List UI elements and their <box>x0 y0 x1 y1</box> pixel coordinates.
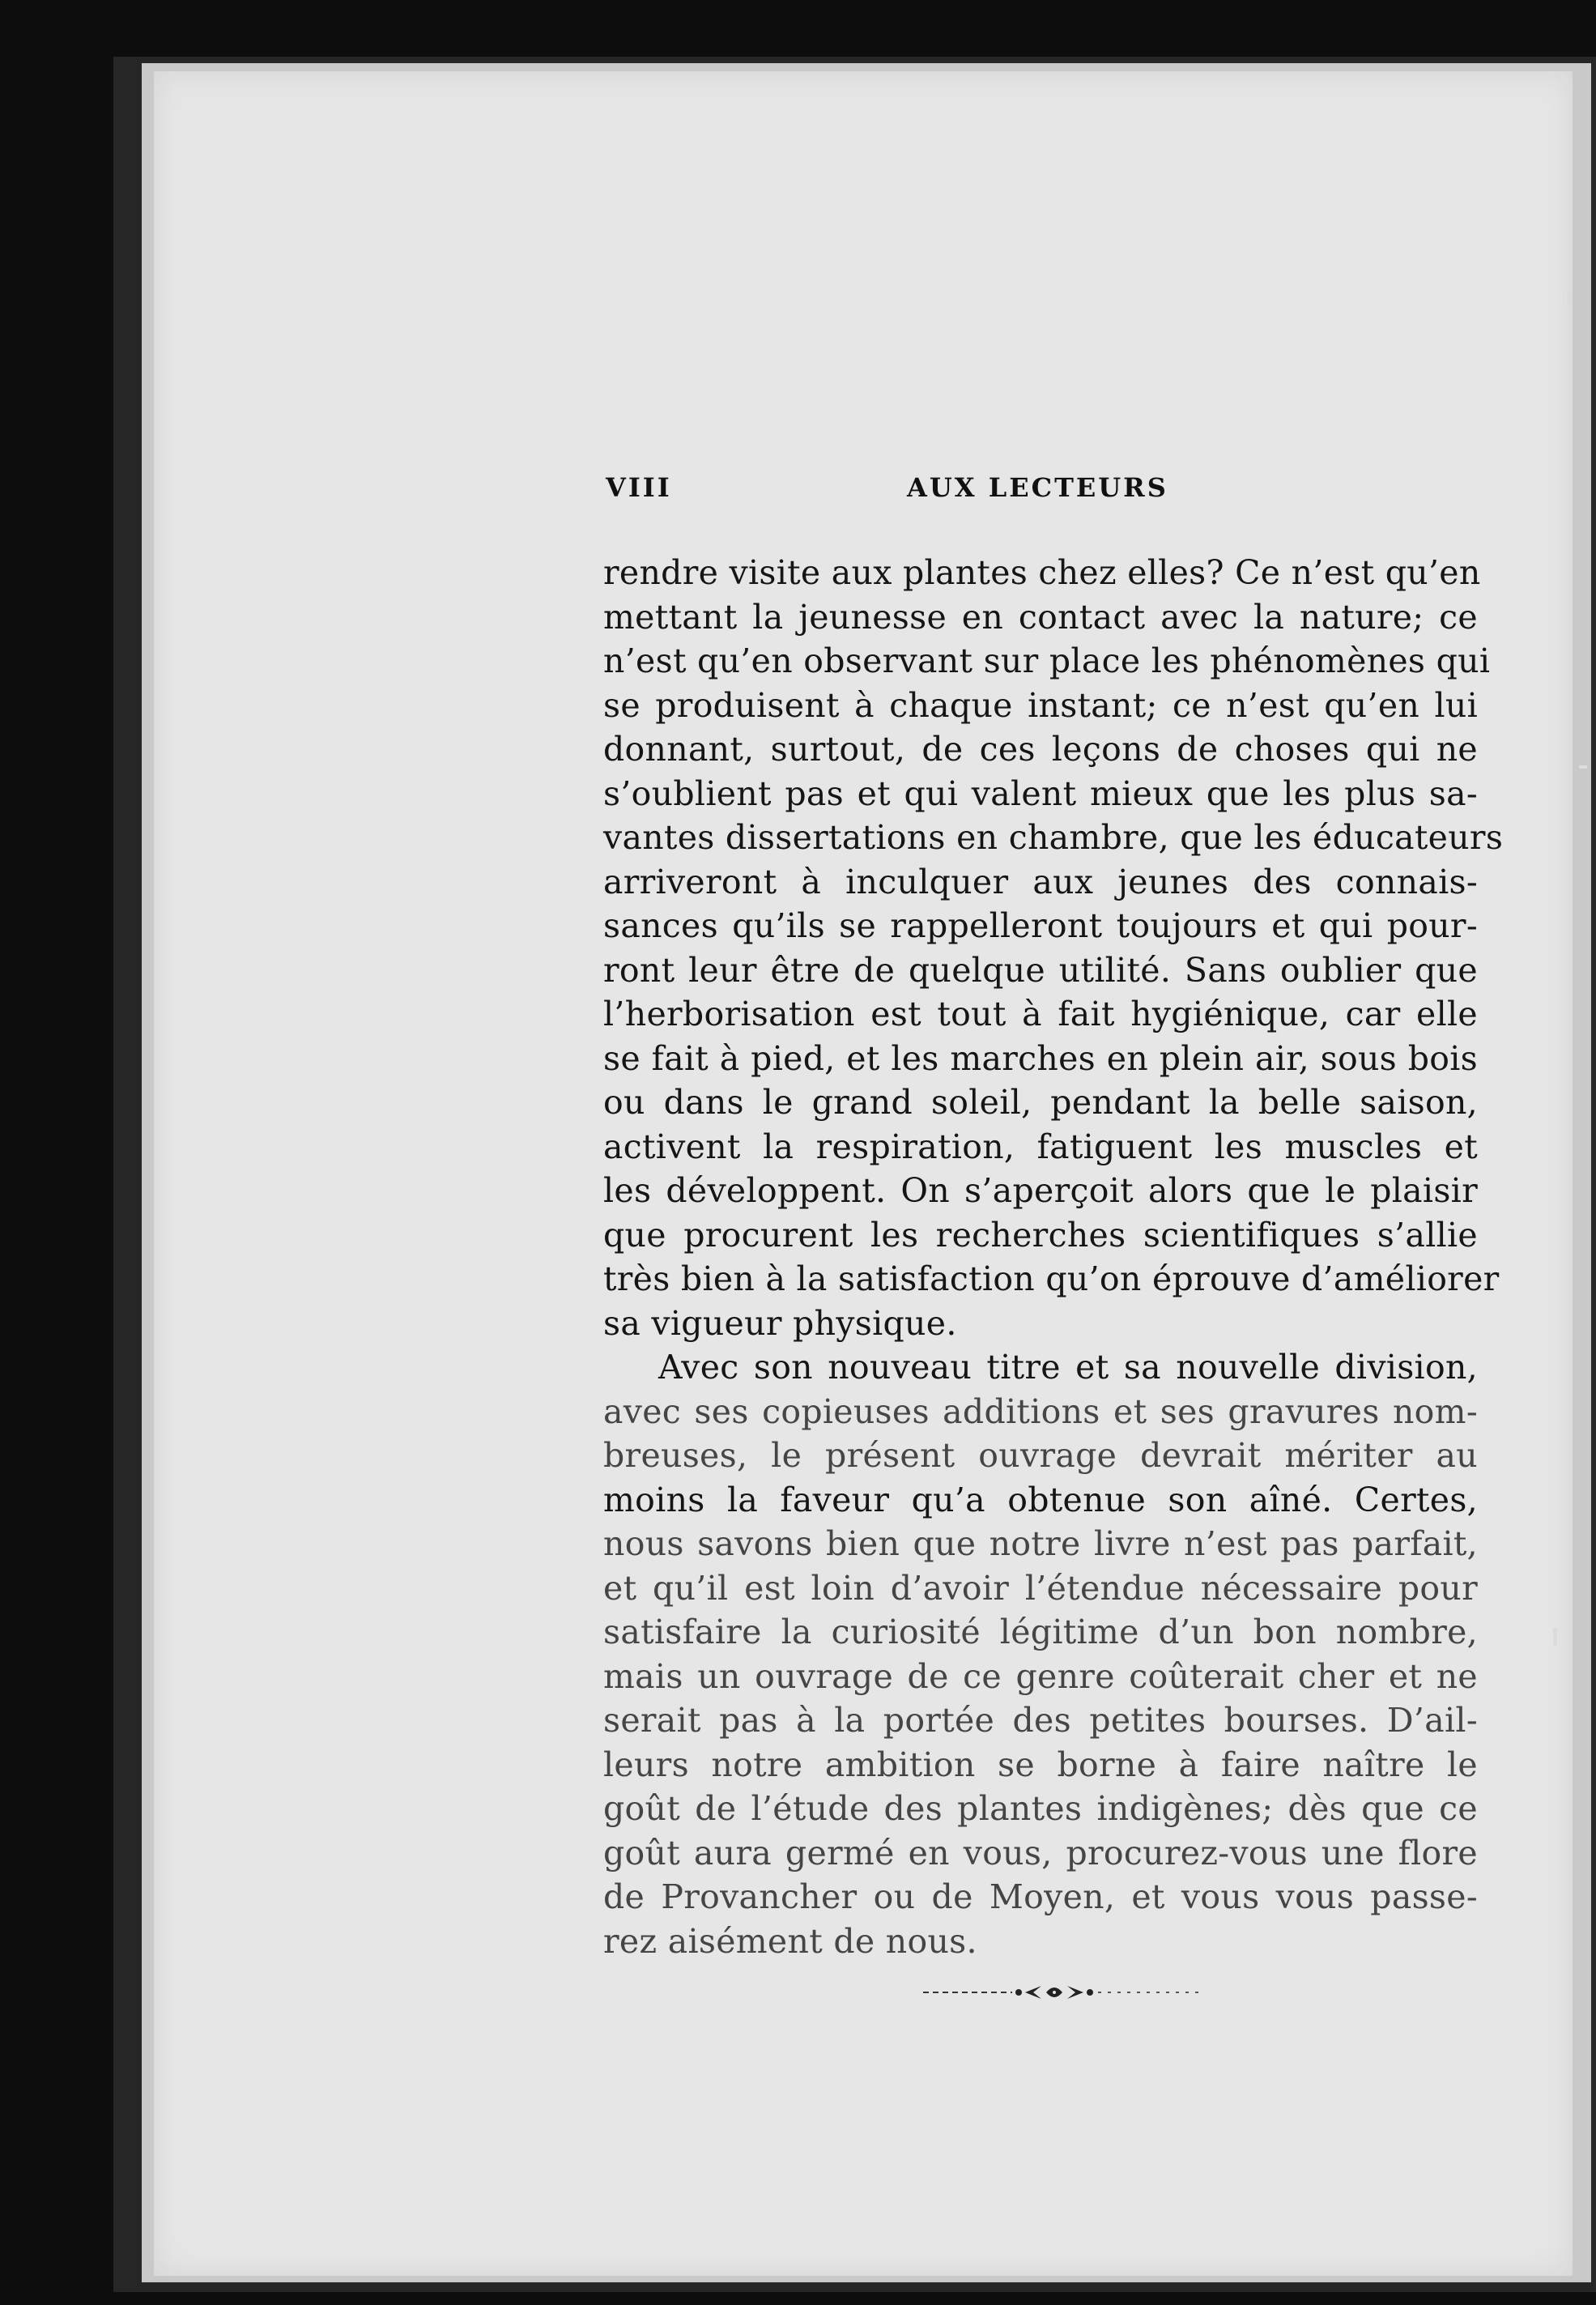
text-line: se fait à pied, et les marches en plein air, sous bois <box>603 1038 1478 1078</box>
text-line: se produisent à chaque instant; ce n’est qu’en lui <box>603 685 1478 725</box>
text-line: et qu’il est loin d’avoir l’étendue nécessaire pour <box>603 1568 1478 1608</box>
text-line: rendre visite aux plantes chez elles? Ce n’est qu’en <box>603 553 1481 592</box>
text-line: les développent. On s’aperçoit alors que le plaisir <box>603 1171 1478 1210</box>
text-line: sa vigueur physique. <box>603 1303 957 1343</box>
text-line: donnant, surtout, de ces leçons de choses qui ne <box>603 730 1478 769</box>
text-line: ront leur être de quelque utilité. Sans oublier que <box>603 950 1478 990</box>
text-line: sances qu’ils se rappelleront toujours et qui pour- <box>603 906 1478 945</box>
scan-speck <box>1553 1628 1557 1646</box>
body-text <box>603 551 1504 1963</box>
text-line: l’herborisation est tout à fait hygiénique, car elle <box>603 995 1478 1033</box>
text-line: s’oublient pas et qui valent mieux que les plus sa- <box>603 773 1478 813</box>
text-line: goût de l’étude des plantes indigènes; dès que ce <box>603 1789 1478 1828</box>
text-line: très bien à la satisfaction qu’on éprouve d’améliorer <box>603 1259 1500 1298</box>
text-line: mettant la jeunesse en contact avec la nature; ce <box>603 597 1478 637</box>
text-line: ou dans le grand soleil, pendant la belle saison, <box>603 1083 1478 1122</box>
text-line: goût aura germé en vous, procurez-vous une flore <box>603 1833 1478 1873</box>
text-line: vantes dissertations en chambre, que les éducateurs <box>603 818 1504 857</box>
scan-speck <box>1567 292 1572 306</box>
text-line: rez aisément de nous. <box>603 1921 977 1961</box>
text-line: que procurent les recherches scientifiques s’allie <box>603 1215 1478 1255</box>
tailpiece-ornament-icon <box>923 1983 1198 2002</box>
text-line: moins la faveur qu’a obtenue son aîné. Certes, <box>603 1480 1478 1519</box>
text-line: activent la respiration, fatiguent les muscles et <box>603 1127 1478 1166</box>
running-head <box>154 472 1573 509</box>
text-line: Avec son nouveau titre et sa nouvelle division, <box>658 1348 1478 1387</box>
text-line: n’est qu’en observant sur place les phénomènes qui <box>603 641 1491 680</box>
text-line: serait pas à la portée des petites bourses. D’ail- <box>603 1701 1478 1740</box>
scan-speck <box>1579 765 1587 769</box>
book-page <box>154 71 1573 2276</box>
text-line: mais un ouvrage de ce genre coûterait cher et ne <box>603 1656 1478 1696</box>
text-line: nous savons bien que notre livre n’est pas parfait, <box>603 1524 1478 1563</box>
text-line: de Provancher ou de Moyen, et vous vous passe- <box>603 1877 1478 1916</box>
text-line: leurs notre ambition se borne à faire naître le <box>603 1745 1478 1784</box>
text-line: avec ses copieuses additions et ses gravures nom- <box>603 1391 1478 1431</box>
text-line: arriveront à inculquer aux jeunes des connais- <box>603 862 1478 901</box>
text-line: breuses, le présent ouvrage devrait mériter au <box>603 1436 1478 1475</box>
text-line: satisfaire la curiosité légitime d’un bon nombre, <box>603 1613 1478 1651</box>
running-title: AUX LECTEURS <box>907 472 1168 503</box>
page-number: VIII <box>606 472 672 503</box>
